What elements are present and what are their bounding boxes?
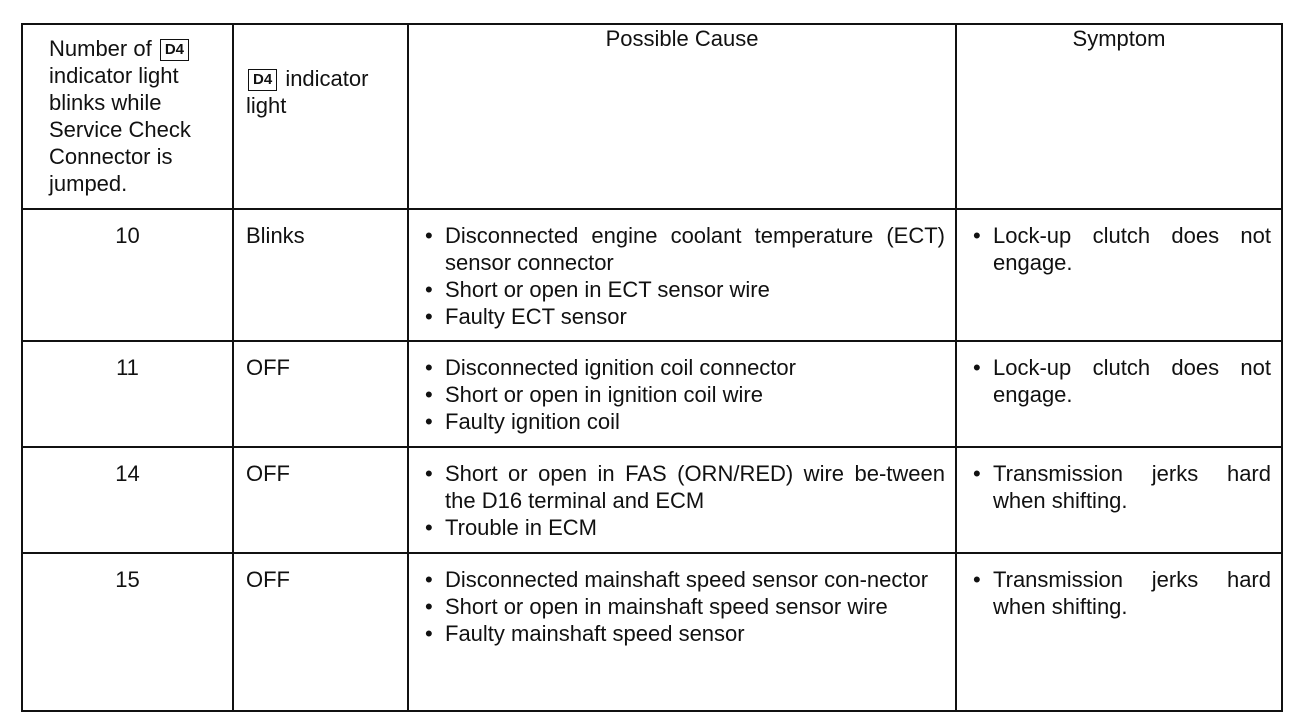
diagnostic-table (21, 23, 1283, 712)
blink-count-cell: 10 (22, 209, 233, 341)
table-row (22, 447, 1282, 553)
possible-cause-item: • Disconnected mainshaft speed sensor con-nector (423, 566, 945, 593)
possible-cause-item: • Short or open in ECT sensor wire (423, 276, 945, 303)
table-row (22, 341, 1282, 447)
possible-cause-cell (408, 553, 956, 711)
possible-cause-item: • Faulty mainshaft speed sensor (423, 620, 945, 647)
symptom-cell (956, 341, 1282, 447)
table-body (22, 209, 1282, 711)
possible-cause-list (409, 342, 955, 443)
possible-cause-item: • Short or open in mainshaft speed sensor wire (423, 593, 945, 620)
symptom-item: • Transmission jerks hard when shifting. (971, 460, 1271, 514)
symptom-list (957, 554, 1281, 628)
indicator-cell: OFF (233, 553, 408, 711)
symptom-item: • Transmission jerks hard when shifting. (971, 566, 1271, 620)
symptom-list (957, 342, 1281, 416)
table-row (22, 209, 1282, 341)
header-blink-count-suffix: indicator light blinks while Service Check Connector is jumped. (49, 63, 191, 196)
symptom-cell (956, 209, 1282, 341)
symptom-cell (956, 553, 1282, 711)
possible-cause-cell (408, 341, 956, 447)
symptom-cell (956, 447, 1282, 553)
symptom-item: • Lock-up clutch does not engage. (971, 222, 1271, 276)
header-indicator (233, 24, 408, 209)
possible-cause-item: • Disconnected ignition coil connector (423, 354, 945, 381)
d4-badge-icon: D4 (160, 39, 189, 61)
header-blink-count-prefix: Number of (49, 36, 152, 61)
symptom-item: • Lock-up clutch does not engage. (971, 354, 1271, 408)
possible-cause-item: • Trouble in ECM (423, 514, 945, 541)
possible-cause-list (409, 554, 955, 655)
header-blink-count (22, 24, 233, 209)
blink-count-cell: 15 (22, 553, 233, 711)
indicator-cell: Blinks (233, 209, 408, 341)
possible-cause-item: • Faulty ignition coil (423, 408, 945, 435)
possible-cause-item: • Short or open in FAS (ORN/RED) wire be-tween the D16 terminal and ECM (423, 460, 945, 514)
possible-cause-cell (408, 209, 956, 341)
possible-cause-cell (408, 447, 956, 553)
possible-cause-item: • Short or open in ignition coil wire (423, 381, 945, 408)
d4-badge-icon: D4 (248, 69, 277, 91)
possible-cause-list (409, 210, 955, 338)
symptom-list (957, 210, 1281, 284)
header-indicator-label: indicator light (246, 66, 369, 118)
possible-cause-list (409, 448, 955, 549)
header-row (22, 24, 1282, 209)
blink-count-cell: 11 (22, 341, 233, 447)
possible-cause-item: • Faulty ECT sensor (423, 303, 945, 330)
header-symptom: Symptom (956, 24, 1282, 209)
symptom-list (957, 448, 1281, 522)
possible-cause-item: • Disconnected engine coolant temperature (ECT) sensor connector (423, 222, 945, 276)
header-possible-cause: Possible Cause (408, 24, 956, 209)
indicator-cell: OFF (233, 341, 408, 447)
blink-count-cell: 14 (22, 447, 233, 553)
table-row (22, 553, 1282, 711)
indicator-cell: OFF (233, 447, 408, 553)
